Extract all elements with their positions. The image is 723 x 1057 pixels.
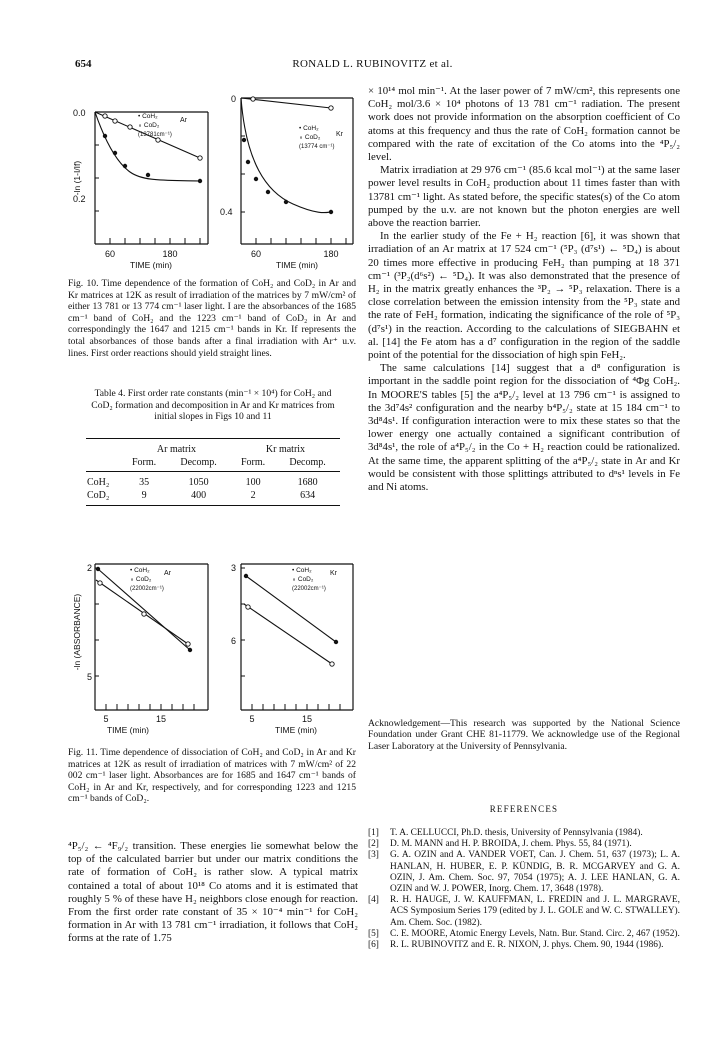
fig10-left-legend-0: • CoH₂: [138, 113, 158, 120]
list-item: [368, 929, 680, 940]
fig11-left-xlabel: TIME (min): [106, 725, 150, 735]
table-4-cell: 400: [191, 490, 207, 501]
table-4-cell: 1050: [188, 477, 209, 488]
reference-number: [4]: [368, 895, 379, 906]
table-4-sub-0: Form.: [132, 457, 157, 468]
reference-text: D. M. MANN and H. P. BROIDA, J. chem. Phys. 55, 84 (1971).: [390, 839, 632, 850]
references-heading: REFERENCES: [489, 804, 559, 814]
table-4-sub-3: Decomp.: [289, 457, 326, 468]
fig10-right-matrix: Kr: [336, 131, 343, 138]
table-4-cell: 2: [250, 490, 256, 501]
table-4: [86, 438, 340, 506]
figure-11-caption: Fig. 11. Time dependence of dissociation of CoH₂ and CoD₂ in Ar and Kr matrices at 12K as result of irradiation of matrices with 7 mW/cm² of 22 002 cm⁻¹ laser light. Absorbances are for 1685 and 1647 cm⁻¹ bands of CoH₂ in Ar and Kr, respectively, and for corresponding 1223 and 1215 cm⁻¹ bands of CoD₂.: [68, 747, 356, 805]
fig11-left-xtick-1: 15: [155, 714, 167, 724]
table-row: [86, 472, 340, 490]
fig11-left-legend-2: (22002cm⁻¹): [130, 586, 164, 592]
right-body-paragraph-1: × 10¹⁴ mol min⁻¹. At the laser power of 7 mW/cm², this represents one CoH₂ mol/3.6 × 10⁴ photons of 13 781 cm⁻¹ radiation. The present work does not provide information on the absorption coefficient of Co atoms at this frequency and thus the rate of CoH₂ formation cannot be compared with the rate of excitation of the Co atoms into the ⁴P₅/₂ level.: [368, 85, 680, 164]
fig11-left-matrix: Ar: [164, 570, 171, 577]
reference-text: T. A. CELLUCCI, Ph.D. thesis, University of Pennsylvania (1984).: [390, 828, 643, 838]
reference-number: [5]: [368, 928, 379, 939]
fig11-right-xlabel: TIME (min): [274, 725, 318, 735]
list-item: [368, 839, 680, 850]
fig11-left-legend-0: • CoH₂: [130, 567, 150, 574]
table-4-group-ar: Ar matrix: [156, 444, 197, 455]
right-body-paragraph-4: The same calculations [14] suggest that a d⁸ configuration is important in the saddle point region for the dissociation of ⁴Φg CoH₂. In MOORE'S tables [5] the a⁴P₅/₂ level at 13 796 cm⁻¹ is assigned to the 3d⁷4s² configuration and the nearby b⁴P₅/₂ state at 15 184 cm⁻¹ to 3d⁸4s¹. If configuration interaction were to mix these states so that the lower energy one actually contained a significant contribution of 3d⁸4s¹, the role of a⁴P₅/₂ in the Co + H₂ reaction could be rationalized. At the same time, the apparent splitting of the a⁴P₅/₂ state in Ar and Kr would be consistent with those splittings attributed to dⁿs¹ levels in Fe and Ni atoms.: [368, 362, 680, 494]
figure-11-svg: [68, 560, 358, 738]
fig10-left-ytick-1: 0.2: [73, 194, 86, 204]
figure-10: [68, 92, 358, 272]
table-4-cell: 100: [245, 477, 261, 488]
table-4-cell: 1680: [297, 477, 318, 488]
fig10-left-ytick-0: 0.0: [73, 108, 86, 118]
fig10-right-coh2-curve: [241, 98, 331, 213]
fig11-left-ytick-0: 2: [87, 563, 93, 573]
fig10-left-legend-2: (13781cm⁻¹): [138, 132, 172, 138]
reference-text: R. L. RUBINOVITZ and E. R. NIXON, J. phys. Chem. 90, 1944 (1986).: [390, 940, 664, 951]
figure-10-caption: Fig. 10. Time dependence of the formation of CoH₂ and CoD₂ in Ar and Kr matrices at 12K as result of irradiation of the matrices by 7 mW/cm² of either 13 781 or 13 774 cm⁻¹ laser light. I are the absorbances of the 1685 cm⁻¹ band of CoH₂ and the 1223 cm⁻¹ band of CoD₂ in Ar and correspondingly the 1647 and 1215 cm⁻¹ bands in Kr. If represents the total absorbances of those bands after a final irradiation with Ar⁺ u.v. lines. First order reactions should yield straight lines.: [68, 278, 356, 359]
reference-text: C. E. MOORE, Atomic Energy Levels, Natn. Bur. Stand. Circ. 2, 467 (1952).: [390, 928, 680, 939]
table-4-caption: Table 4. First order rate constants (min⁻¹ × 10⁴) for CoH₂ and CoD₂ formation and decomposition in Ar and Kr matrices from initial slopes in Figs 10 and 11: [91, 388, 335, 423]
table-4-cell: 35: [139, 477, 150, 488]
fig11-right-xtick-1: 15: [301, 714, 313, 724]
reference-number: [3]: [368, 850, 379, 861]
fig10-left-xlabel: TIME (min): [129, 260, 173, 270]
table-4-group-kr: Kr matrix: [265, 444, 306, 455]
references-list: [368, 828, 680, 951]
fig10-left-ylabel: -ln (1-I/If): [72, 160, 82, 196]
table-4-row-1-label: CoD₂: [87, 490, 110, 501]
reference-number: [6]: [368, 940, 379, 951]
fig11-right-matrix: Kr: [330, 570, 337, 577]
reference-number: [2]: [368, 839, 379, 850]
table-4-sub-2: Form.: [240, 457, 266, 468]
left-body-paragraph: ⁴P₅/₂ ← ⁴F₉/₂ transition. These energies lie somewhat below the top of the calculated barrier but under our matrix conditions the rate of formation of CoH₂ is rather slow. A typical matrix contained a total of about 10¹⁸ Co atoms and it is estimated that roughly 5 % of these have H₂ neighbors close enough for reaction. From the first order rate constant of 35 × 10⁻⁴ min⁻¹ for CoH₂ formation in Ar with 13 781 cm⁻¹ irradiation, it follows that CoH₂ forms at the rate of 1.75: [68, 840, 358, 945]
fig10-left-xtick-1: 180: [162, 249, 178, 259]
fig11-left-xtick-0: 5: [103, 714, 109, 724]
table-4-sub-1: Decomp.: [180, 457, 217, 468]
fig11-left-ylabel: -ln (ABSORBANCE): [72, 593, 82, 671]
list-item: [368, 850, 680, 895]
table-row: [86, 489, 340, 506]
fig11-left-legend-1: ∘ CoD₂: [130, 576, 152, 583]
fig11-right-legend-2: (22002cm⁻¹): [292, 586, 326, 592]
reference-text: R. H. HAUGE, J. W. KAUFFMAN, L. FREDIN and J. L. MARGRAVE, ACS Symposium Series 179 (edited by J. L. GOLE and W. C. STWALLEY). Am. Chem. Soc. (1982).: [390, 895, 680, 928]
reference-text: G. A. OZIN and A. VANDER VOET, Can. J. Chem. 51, 637 (1973); L. A. HANLAN, H. HUBER, E. P. KÜNDIG, B. R. MCGARVEY and G. A. OZIN, J. Am. Chem. Soc. 97, 7054 (1975); A. J. LEE HANLAN, G. A. OZIN and W. J. POWER, Inorg. Chem. 17, 3648 (1978).: [390, 850, 680, 895]
fig10-right-xlabel: TIME (min): [275, 260, 319, 270]
reference-number: [1]: [368, 828, 379, 838]
fig11-right-cod2-line: [244, 604, 332, 664]
fig10-right-legend-0: • CoH₂: [299, 125, 319, 132]
list-item: [368, 940, 680, 951]
fig11-left-ytick-1: 5: [87, 672, 93, 682]
fig10-left-xtick-0: 60: [104, 249, 116, 259]
fig10-right-xtick-0: 60: [250, 249, 262, 259]
right-body-paragraph-3: In the earlier study of the Fe + H₂ reaction [6], it was shown that irradiation of an Ar matrix at 17 524 cm⁻¹ (⁵P₃ (d⁷s¹) ← ⁵D₄) is about 20 times more effective in producing FeH₂ than pumping at 18 371 cm⁻¹ (³P₂(d⁶s²) ← ⁵D₄). It was also demonstrated that the presence of H₂ in the matrix greatly enhances the ³P₂ → ⁵P₃ relaxation. There is a close correlation between the emission intensity from the ⁵P₃ state and the rate of FeH₂ formation, indicating the significance of the role of ⁵P₃ (d⁷s¹) in the reaction. According to the calculations of SIEGBAHN et al. [14] the Fe atom has a d⁷ configuration in the region of the saddle point of the potential for the dissociation of high spin FeH₂.: [368, 230, 680, 362]
fig11-right-legend-0: • CoH₂: [292, 567, 312, 574]
list-item: [368, 828, 680, 839]
figure-11: [68, 560, 358, 738]
acknowledgement: Acknowledgement—This research was supported by the National Science Foundation under Grant CHE 81-11779. We acknowledge use of the Regional Laser Laboratory at the University of Pennsylvania.: [368, 718, 680, 752]
fig10-left-legend-1: ∘ CoD₂: [138, 122, 160, 129]
left-column-body: [68, 840, 358, 946]
fig11-right-legend-1: ∘ CoD₂: [292, 576, 314, 583]
running-head: RONALD L. RUBINOVITZ et al.: [292, 58, 453, 70]
fig11-right-xtick-0: 5: [249, 714, 255, 724]
fig10-right-ytick-1: 0.4: [220, 207, 233, 217]
fig10-right-legend-1: ∘ CoD₂: [299, 134, 321, 141]
table-4-cell: 9: [141, 490, 147, 501]
right-column-body: [368, 85, 680, 494]
fig10-right-xtick-1: 180: [323, 249, 339, 259]
figure-10-svg: [68, 92, 358, 272]
fig10-right-ytick-0: 0: [231, 94, 237, 104]
fig10-right-legend-2: (13774 cm⁻¹): [299, 144, 335, 150]
list-item: [368, 895, 680, 929]
page-number: 654: [75, 58, 92, 70]
table-4-row-0-label: CoH₂: [87, 477, 110, 488]
fig11-right-ytick-0: 3: [231, 563, 237, 573]
page-header: [75, 58, 670, 74]
right-body-paragraph-2: Matrix irradiation at 29 976 cm⁻¹ (85.6 kcal mol⁻¹) at the same laser power level results in CoH₂ production about 11 times faster than with 13781 cm⁻¹ light. As stated before, the specific states(s) of the Co atom pumped by the u.v. are not known but the photon energies are well above the reaction barrier.: [368, 164, 680, 230]
fig11-right-ytick-1: 6: [231, 636, 237, 646]
fig10-left-matrix: Ar: [180, 117, 187, 124]
table-4-cell: 634: [300, 490, 316, 501]
